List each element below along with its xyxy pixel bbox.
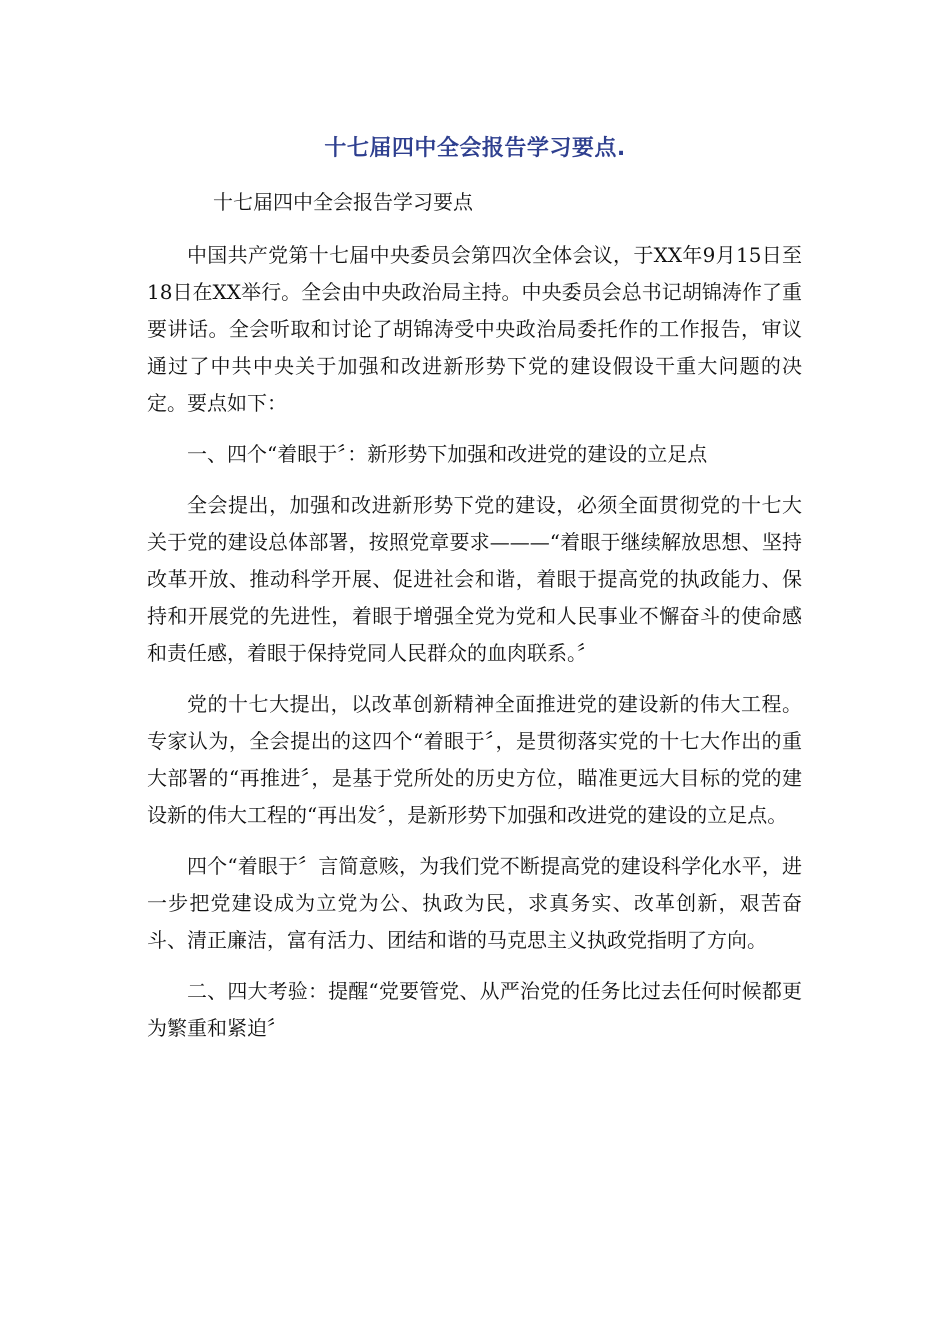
paragraph-intro: 中国共产党第十七届中央委员会第四次全体会议，于XX年9月15日至18日在XX举行。全会由中央政治局主持。中央委员会总书记胡锦涛作了重要讲话。全会听取和讨论了胡锦涛受中央政治局委托作的工作报告，审议通过了中共中央关于加强和改进新形势下党的建设假设干重大问题的决定。要点如下： [147,243,802,415]
document-title: 十七届四中全会报告学习要点. [324,136,626,161]
paragraph: 全会提出，加强和改进新形势下党的建设，必须全面贯彻党的十七大关于党的建设总体部署，按照党章要求———“着眼于继续解放思想、坚持改革开放、推动科学开展、促进社会和谐，着眼于提高党的执政能力、保持和开展党的先进性，着眼于增强全党为党和人民事业不懈奋斗的使命感和责任感，着眼于保持党同人民群众的血肉联系。〞 [147,493,802,665]
document-body [147,184,802,1061]
paragraph: 党的十七大提出，以改革创新精神全面推进党的建设新的伟大工程。专家认为，全会提出的这四个“着眼于〞，是贯彻落实党的十七大作出的重大部署的“再推进〞，是基于党所处的历史方位，瞄准更远大目标的党的建设新的伟大工程的“再出发〞，是新形势下加强和改进党的建设的立足点。 [147,692,802,827]
paragraph: 四个“着眼于〞言简意赅，为我们党不断提高党的建设科学化水平，进一步把党建设成为立党为公、执政为民，求真务实、改革创新，艰苦奋斗、清正廉洁，富有活力、团结和谐的马克思主义执政党指明了方向。 [147,854,802,952]
document-subtitle: 十七届四中全会报告学习要点 [213,190,473,214]
section-heading-1: 一、四个“着眼于〞：新形势下加强和改进党的建设的立足点 [187,442,708,466]
section-heading-2: 二、四大考验：提醒“党要管党、从严治党的任务比过去任何时候都更为繁重和紧迫〞 [147,979,802,1040]
